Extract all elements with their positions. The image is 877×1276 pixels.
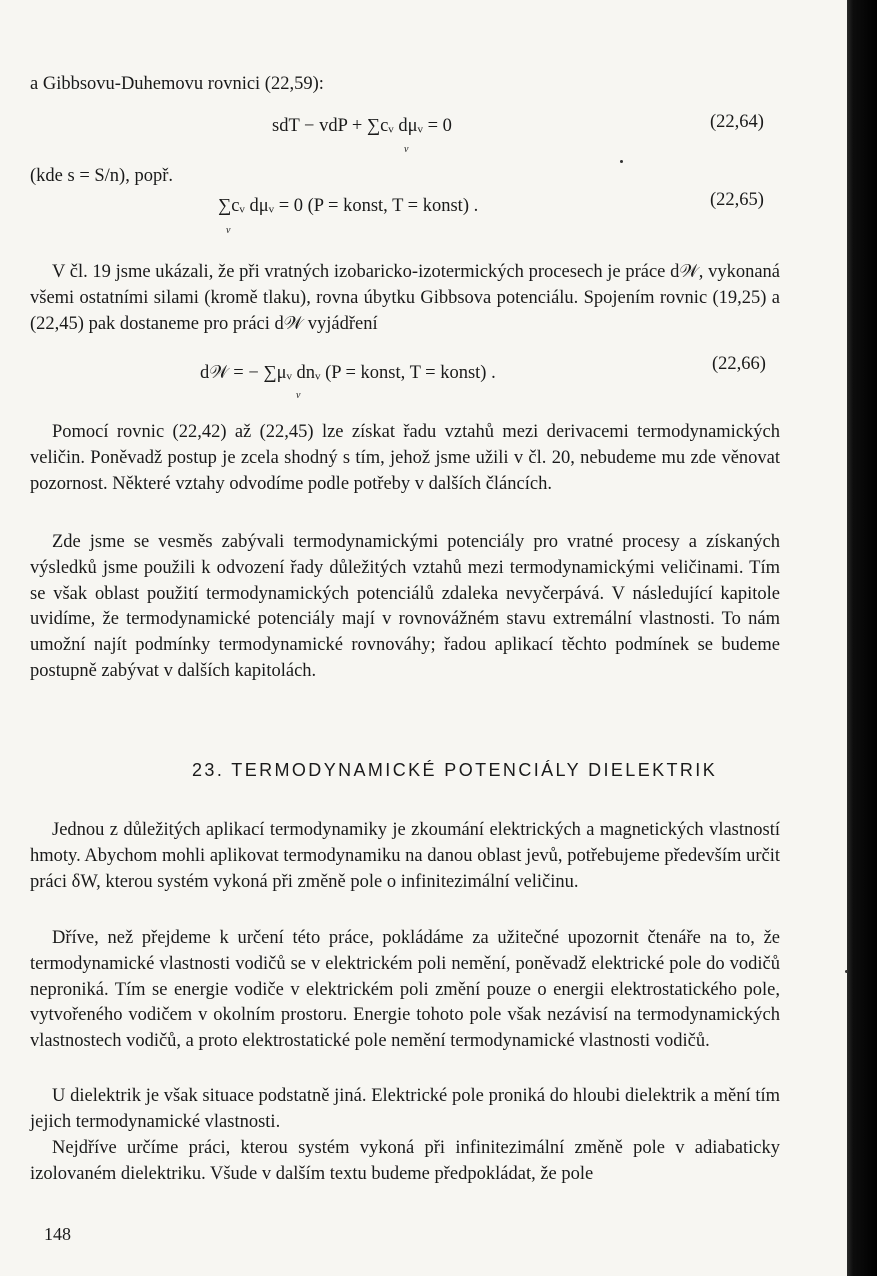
- equation-22-64-subscript: ν: [404, 144, 409, 155]
- equation-22-65: ∑cᵥ dμᵥ = 0 (P = konst, T = konst) .: [218, 196, 479, 216]
- book-spine-shadow: [847, 0, 877, 1276]
- paragraph-pomoci: Pomocí rovnic (22,42) až (22,45) lze získat řadu vztahů mezi derivacemi termodynamických veličin. Poněvadž postup je zcela shodný s tím, jehož jsme užili v čl. 20, nebudeme mu zde věnovat pozornost. Některé vztahy odvodíme podle potřeby v dalších článcích.: [30, 422, 780, 494]
- paragraph-nejdrive: Nejdříve určíme práci, kterou systém vykoná při infinitezimální změně pole v adiabaticky izolovaném dielektriku. Všude v dalším textu budeme předpokládat, že pole: [30, 1138, 780, 1184]
- paragraph-dielektrik: U dielektrik je však situace podstatně jiná. Elektrické pole proniká do hloubi dielektrik a mění tím jejich termodynamické vlastnosti.: [30, 1086, 780, 1132]
- intro-line: a Gibbsovu-Duhemovu rovnici (22,59):: [30, 74, 324, 94]
- note-line: (kde s = S/n), popř.: [30, 166, 174, 186]
- equation-number-22-66: (22,66): [712, 354, 766, 374]
- equation-number-22-64: (22,64): [710, 112, 764, 132]
- equation-22-64: sdT − vdP + ∑cᵥ dμᵥ = 0: [272, 116, 452, 136]
- paragraph-drive: Dříve, než přejdeme k určení této práce, pokládáme za užitečné upozornit čtenáře na to, že termodynamické vlastnosti vodičů se v elektrickém poli nemění, poněvadž elektrické pole do vodičů neproniká. Tím se energie vodiče v elektrickém poli změní pouze o energii elektrostatického pole, vytvořeného vodičem v okolním prostoru. Energie tohoto pole však nezávisí na termodynamických vlastnostech vodičů, a proto elektrostatické pole nemění termodynamické vlastnosti vodičů.: [30, 928, 780, 1052]
- section-heading: 23. TERMODYNAMICKÉ POTENCIÁLY DIELEKTRIK: [192, 760, 718, 780]
- speck: [620, 160, 623, 163]
- paragraph-jednou: Jednou z důležitých aplikací termodynamiky je zkoumání elektrických a magnetických vlastností hmoty. Abychom mohli aplikovat termodynamiku na danou oblast jevů, potřebujeme především určit práci δW, kterou systém vykoná při změně pole o infinitezimální veličinu.: [30, 820, 780, 892]
- equation-22-66: d𝒲 = − ∑μᵥ dnᵥ (P = konst, T = konst) .: [200, 363, 496, 383]
- speck: [845, 970, 848, 973]
- equation-number-22-65: (22,65): [710, 190, 764, 210]
- page-number: 148: [44, 1224, 71, 1244]
- paragraph-zde: Zde jsme se vesměs zabývali termodynamickými potenciály pro vratné procesy a získaných výsledků jsme použili k odvození řady důležitých vztahů mezi termodynamickými veličinami. Tím se však oblast použití termodynamických potenciálů zdaleka nevyčerpává. V následující kapitole uvidíme, že termodynamické potenciály mají v rovnovážném stavu extremální vlastnosti. To nám umožní najít podmínky termodynamické rovnováhy; řadou aplikací těchto podmínek se budeme postupně zabývat v dalších kapitolách.: [30, 532, 780, 681]
- equation-22-66-subscript: ν: [296, 390, 301, 401]
- paragraph-work: V čl. 19 jsme ukázali, že při vratných izobaricko-izotermických procesech je práce d𝒲, vykonaná všemi ostatními silami (kromě tlaku), rovna úbytku Gibbsova potenciálu. Spojením rovnic (19,25) a (22,45) pak dostaneme pro práci d𝒲 vyjádření: [30, 262, 780, 334]
- equation-22-65-subscript: ν: [226, 225, 231, 236]
